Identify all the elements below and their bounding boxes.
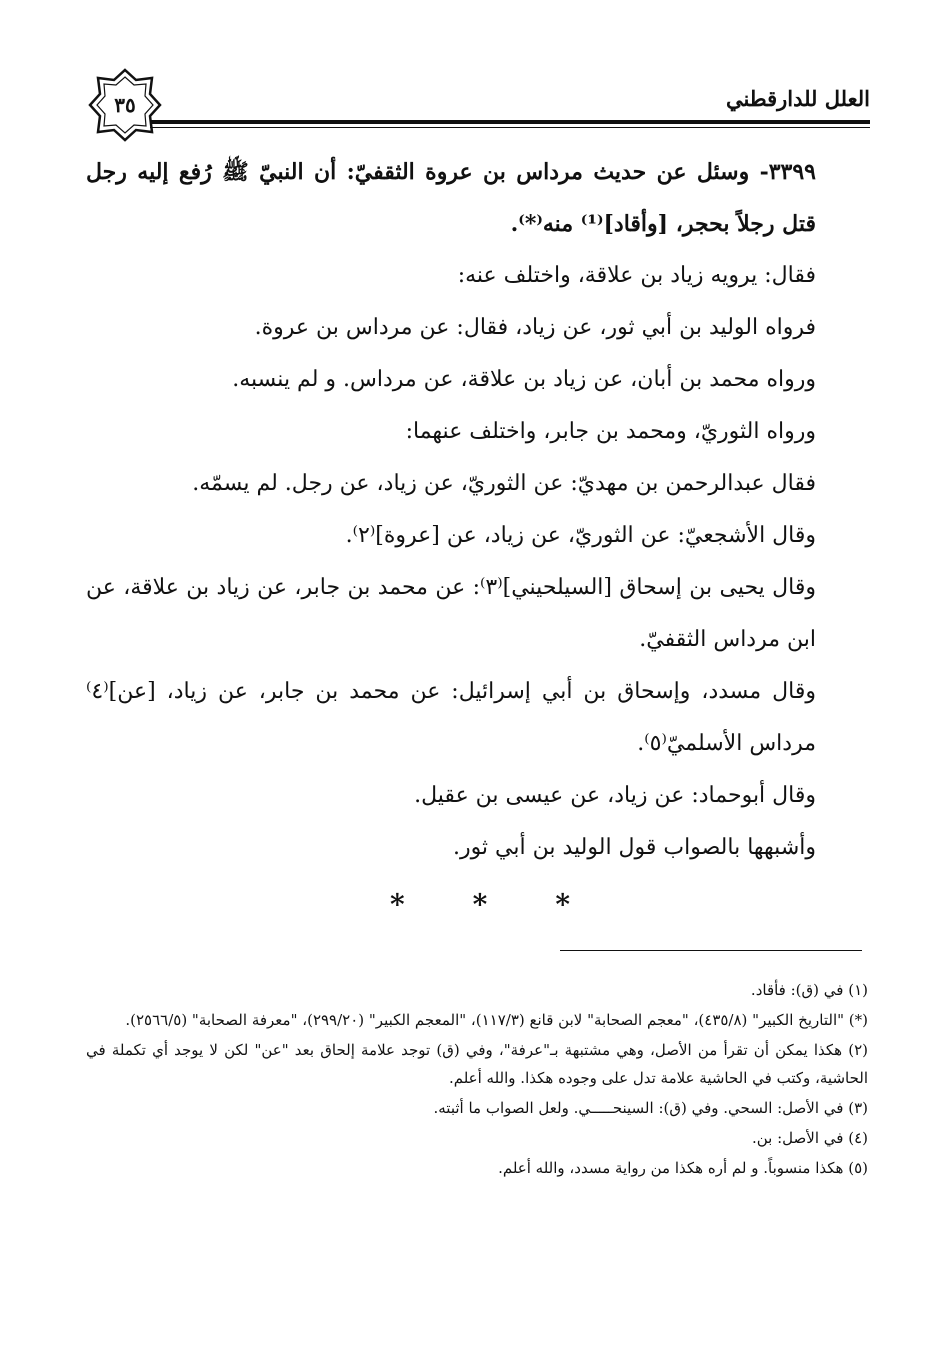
page-number: ٣٥ (114, 93, 136, 117)
text-line: وقال أبوحماد: عن زياد، عن عيسى بن عقيل. (414, 783, 816, 808)
footnote-divider (560, 950, 862, 951)
footnote: (*) "التاريخ الكبير" (٤٣٥/٨)، "معجم الصحابة" لابن قانع (١١٧/٣)، "المعجم الكبير" (٢٩٩/٢٠)، "معرفة الصحابة" (٢٥٦٦/٥). (125, 1011, 868, 1029)
separator-star: * (390, 888, 405, 921)
text-line: فقال عبدالرحمن بن مهديّ: عن الثوريّ، عن زياد، عن رجل. لم يسمّه. (192, 471, 816, 496)
text-line: فرواه الوليد بن أبي ثور، عن زياد، فقال: عن مرداس بن عروة. (254, 315, 816, 340)
text-line: وأشبهها بالصواب قول الوليد بن أبي ثور. (452, 835, 816, 860)
separator-star: * (555, 888, 570, 921)
text-line: ورواه محمد بن أبان، عن زياد بن علاقة، عن مرداس. و لم ينسبه. (232, 367, 816, 392)
entry-heading: ٣٣٩٩- وسئل عن حديث مرداس بن عروة الثقفيّ: أن النبيّ ﷺ رُفع إليه رجل قتل رجلاً بحجر، [وأقاد]⁽¹⁾ منه⁽*⁾. (86, 159, 816, 237)
text-line: وقال مسدد، وإسحاق بن أبي إسرائيل: عن محمد بن جابر، عن زياد، [عن]⁽٤⁾ مرداس الأسلميّ⁽٥⁾. (86, 679, 816, 756)
footnote: (١) في (ق): فأقاد. (750, 981, 868, 999)
separator-star: * (472, 888, 488, 921)
text-line: ورواه الثوريّ، ومحمد بن جابر، واختلف عنهما: (405, 419, 816, 444)
page-header (88, 68, 870, 148)
footnote: (٣) في الأصل: السحي. وفي (ق): السينحـــــي. ولعل الصواب ما أثبته. (433, 1099, 868, 1117)
text-line: فقال: يرويه زياد بن علاقة، واختلف عنه: (457, 263, 816, 288)
header-rule-thin (150, 127, 870, 128)
main-text (86, 146, 868, 874)
text-line: وقال يحيى بن إسحاق [السيلحيني]⁽٣⁾: عن محمد بن جابر، عن زياد بن علاقة، عن ابن مرداس الثقفيّ. (86, 575, 816, 652)
text-line: وقال الأشجعيّ: عن الثوريّ، عن زياد، عن [عروة]⁽٢⁾. (345, 523, 816, 548)
footnote: (٤) في الأصل: بن. (752, 1129, 868, 1147)
footnote: (٥) هكذا منسوباً. و لم أره هكذا من رواية مسدد، والله أعلم. (498, 1159, 868, 1177)
footnotes (86, 976, 868, 1184)
book-title: العلل للدارقطني (726, 86, 870, 111)
section-separator (390, 888, 570, 921)
footnote: (٢) هكذا يمكن أن تقرأ من الأصل، وهي مشتبهة بـ"عرفة"، وفي (ق) توجد علامة إلحاق بعد "عن" لكن لا يوجد أي تكملة في الحاشية، وكتب في الحاشية علامة تدل على وجوده هكذا. والله أعلم. (86, 1041, 868, 1087)
header-rule-thick (150, 120, 870, 124)
